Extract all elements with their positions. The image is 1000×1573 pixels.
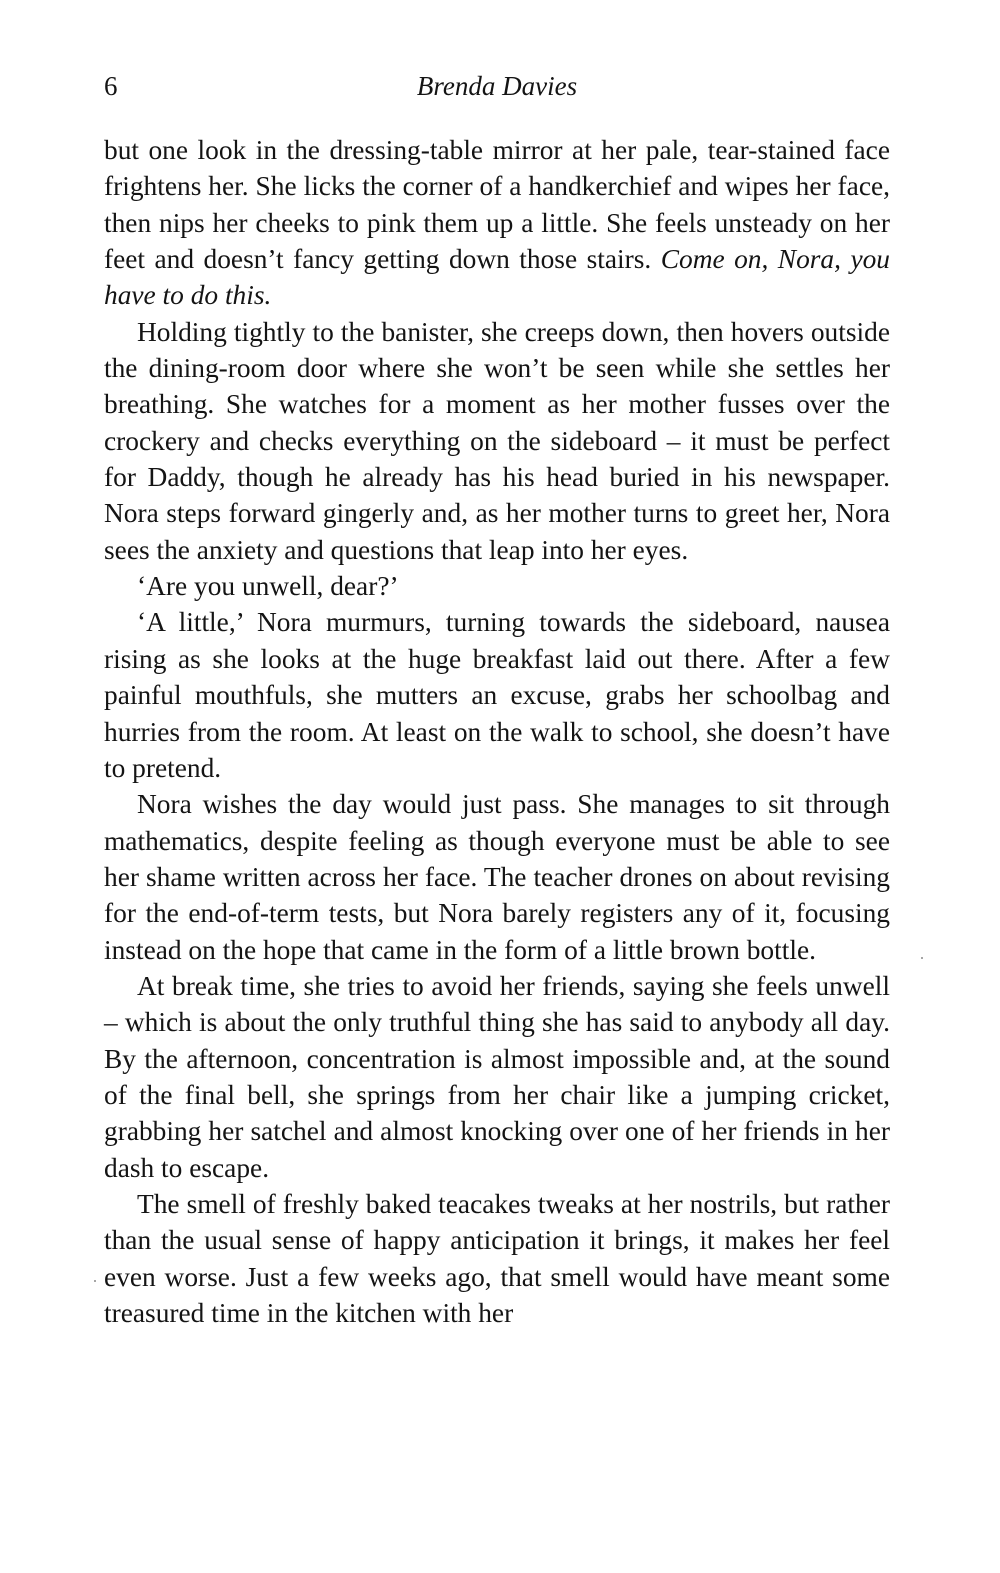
body-text bbox=[104, 132, 890, 1331]
paragraph-5: Nora wishes the day would just pass. She manages to sit through mathematics, despite feeling as though everyone must be able to see her shame written across her face. The teacher drones on about revising for the end-of-term tests, but Nora barely registers any of it, focusing instead on the hope that came in the form of a little brown bottle. bbox=[104, 789, 890, 965]
paragraph-6: At break time, she tries to avoid her friends, saying she feels unwell – which is about the only truthful thing she has said to anybody all day. By the afternoon, concentration is almost impossible and, at the sound of the final bell, she springs from her chair like a jumping cricket, grabbing her satchel and almost knocking over one of her friends in her dash to escape. bbox=[104, 970, 890, 1183]
paragraph-7: The smell of freshly baked teacakes tweaks at her nostrils, but rather than the usual sense of happy anticipation it brings, it makes her feel even worse. Just a few weeks ago, that smell would have meant some treasured time in the kitchen with her bbox=[104, 1188, 890, 1328]
running-head: Brenda Davies bbox=[416, 71, 578, 101]
paragraph-1-italic-thought: Come on, Nora, you have to do this. bbox=[104, 244, 890, 311]
scan-speck bbox=[921, 957, 923, 959]
paragraph-1 bbox=[104, 132, 890, 314]
page-header bbox=[104, 68, 890, 104]
paragraph-3: ‘Are you unwell, dear?’ bbox=[137, 571, 399, 602]
scan-speck bbox=[94, 1280, 96, 1282]
paragraph-1-text: but one look in the dressing-table mirror at her pale, tear-stained face frightens her. She licks the corner of a handkerchief and wipes her face, then nips her cheeks to pink them up a little. She feels unsteady on her feet and doesn’t fancy getting down those stairs. bbox=[104, 135, 890, 275]
paragraph-4: ‘A little,’ Nora murmurs, turning towards the sideboard, nausea rising as she looks at the huge breakfast laid out there. After a few painful mouthfuls, she mutters an excuse, grabs her schoolbag and hurries from the room. At least on the walk to school, she doesn’t have to pretend. bbox=[104, 607, 890, 783]
paragraph-2: Holding tightly to the banister, she creeps down, then hovers outside the dining-room door where she won’t be seen while she settles her breathing. She watches for a moment as her mother fusses over the crockery and checks everything on the sideboard – it must be perfect for Daddy, though he already has his head buried in his newspaper. Nora steps forward gingerly and, as her mother turns to greet her, Nora sees the anxiety and questions that leap into her eyes. bbox=[104, 316, 890, 565]
page-number: 6 bbox=[104, 71, 118, 101]
